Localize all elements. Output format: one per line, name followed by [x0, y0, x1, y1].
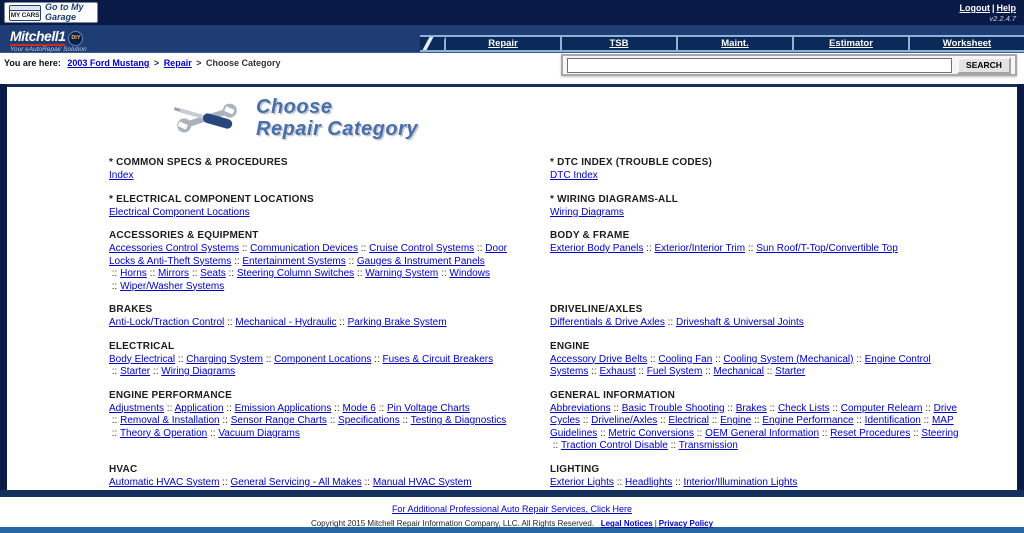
category-title: BRAKES — [109, 304, 153, 315]
category-grid — [7, 143, 1017, 490]
link-computer-relearn[interactable]: Computer Relearn — [840, 402, 923, 414]
link-exterior-interior-trim[interactable]: Exterior/Interior Trim — [654, 243, 746, 254]
link-body-electrical[interactable]: Body Electrical — [109, 353, 176, 365]
link-differentials-drive-axles[interactable]: Differentials & Drive Axles — [550, 317, 665, 328]
link-general-servicing-all-makes[interactable]: General Servicing - All Makes — [230, 476, 362, 488]
link-separator: :: — [922, 402, 934, 414]
link-engine[interactable]: Engine — [720, 415, 752, 426]
link-separator: :: — [331, 402, 343, 414]
link-sensor-range-charts[interactable]: Sensor Range Charts — [230, 415, 327, 426]
link-separator: :: — [354, 268, 366, 279]
link-vacuum-diagrams[interactable]: Vacuum Diagrams — [218, 427, 300, 439]
category-title: ENGINE — [550, 340, 590, 352]
link-specifications[interactable]: Specifications — [338, 415, 400, 426]
link-separator: :: — [712, 353, 724, 365]
link-separator: :: — [613, 476, 626, 488]
link-separator: :: — [109, 268, 121, 279]
link-wiring-diagrams[interactable]: Wiring Diagrams — [161, 366, 236, 377]
mitchell1-logo[interactable] — [0, 25, 87, 53]
link-brakes[interactable]: Brakes — [735, 402, 767, 414]
link-identification[interactable]: Identification — [864, 415, 921, 426]
link-separator: :: — [635, 366, 647, 377]
tab-estimator[interactable]: Estimator — [792, 37, 908, 50]
link-windows[interactable]: Windows — [449, 268, 490, 279]
link-map-guidelines[interactable]: MAP Guidelines — [550, 415, 954, 439]
link-basic-trouble-shooting[interactable]: Basic Trouble Shooting — [621, 402, 725, 414]
link-entertainment-systems[interactable]: Entertainment Systems — [242, 255, 346, 267]
link-abbreviations[interactable]: Abbreviations — [550, 402, 611, 414]
link-separator: :: — [664, 317, 676, 328]
link-oem-general-information[interactable]: OEM General Information — [705, 427, 820, 439]
link-door-locks-anti-theft-systems[interactable]: Door Locks & Anti-Theft Systems — [109, 243, 507, 267]
link-separator: :: — [853, 415, 865, 426]
link-separator: :: — [819, 427, 831, 439]
link-separator: :: — [724, 402, 736, 414]
link-separator: :: — [336, 317, 348, 328]
link-separator: :: — [580, 415, 592, 426]
link-driveline-axles[interactable]: Driveline/Axles — [591, 415, 658, 426]
link-separator: :: — [708, 415, 721, 426]
category-title: * WIRING DIAGRAMS-ALL — [550, 193, 679, 205]
link-communication-devices[interactable]: Communication Devices — [250, 243, 358, 254]
tab-bar — [420, 35, 1024, 52]
link-mechanical[interactable]: Mechanical — [713, 366, 765, 377]
link-separator: :: — [219, 415, 231, 426]
category-driveline-axles — [550, 304, 961, 330]
category-body-frame — [550, 230, 961, 293]
link-separator: :: — [550, 440, 561, 451]
link-accessories-control-systems[interactable]: Accessories Control Systems — [109, 243, 240, 254]
link-separator: :: — [766, 402, 778, 414]
category-links — [550, 243, 961, 256]
link-separator: :: — [853, 353, 865, 365]
category-general-information — [550, 390, 961, 453]
category-lighting — [550, 464, 961, 490]
tab-maint[interactable]: Maint. — [676, 37, 792, 50]
link-transmission[interactable]: Transmission — [678, 440, 738, 451]
breadcrumb-current: Choose Category — [206, 58, 281, 68]
link-mirrors[interactable]: Mirrors — [157, 268, 190, 279]
link-index[interactable]: Index — [109, 170, 134, 181]
tab-worksheet[interactable]: Worksheet — [908, 37, 1024, 50]
category-links — [550, 317, 961, 330]
category-title: * ELECTRICAL COMPONENT LOCATIONS — [109, 193, 314, 205]
category-links — [550, 403, 961, 453]
category-engine — [550, 341, 961, 379]
category-title: DRIVELINE/AXLES — [550, 304, 643, 315]
breadcrumb-row — [0, 53, 1024, 84]
breadcrumb-repair-link[interactable]: Repair — [163, 58, 192, 68]
page-header — [7, 87, 1017, 143]
link-mechanical-hydraulic[interactable]: Mechanical - Hydraulic — [235, 317, 337, 328]
link-dtc-index[interactable]: DTC Index — [550, 170, 598, 181]
category-links — [550, 477, 961, 490]
link-parking-brake-system[interactable]: Parking Brake System — [347, 317, 447, 328]
breadcrumb-prefix: You are here: — [4, 58, 61, 68]
link-separator: :: — [647, 353, 659, 365]
category-links — [109, 317, 520, 330]
link-driveshaft-universal-joints[interactable]: Driveshaft & Universal Joints — [675, 317, 804, 328]
category-electrical-component-locations — [109, 194, 520, 220]
link-fuses-circuit-breakers[interactable]: Fuses & Circuit Breakers — [382, 353, 494, 365]
link-separator: :: — [745, 243, 757, 254]
link-separator: :: — [175, 353, 187, 365]
link-warning-system[interactable]: Warning System — [365, 268, 439, 279]
link-separator: :: — [109, 427, 120, 439]
link-separator: :: — [345, 255, 357, 267]
category-brakes — [109, 304, 520, 330]
category-links — [109, 207, 520, 220]
link-exterior-lights[interactable]: Exterior Lights — [550, 476, 614, 488]
link-headlights[interactable]: Headlights — [625, 476, 673, 488]
link-theory-operation[interactable]: Theory & Operation — [119, 427, 208, 439]
page-title-line1: Choose — [256, 95, 333, 118]
category-title: ACCESSORIES & EQUIPMENT — [109, 230, 259, 241]
version-label: v2.2.4.7 — [989, 14, 1016, 23]
link-separator: :: — [109, 415, 121, 426]
link-separator: :: — [231, 255, 243, 267]
link-wiper-washer-systems[interactable]: Wiper/Washer Systems — [120, 280, 225, 292]
page-title — [256, 96, 418, 140]
mitchell1-logo-text: Mitchell1 — [10, 28, 66, 44]
link-separator: :: — [358, 243, 370, 254]
link-mode-6[interactable]: Mode 6 — [342, 402, 376, 414]
link-exhaust[interactable]: Exhaust — [599, 366, 636, 377]
help-link[interactable]: Help — [996, 3, 1016, 13]
link-automatic-hvac-system[interactable]: Automatic HVAC System — [109, 476, 220, 488]
link-starter[interactable]: Starter — [775, 366, 806, 377]
link-separator: :: — [438, 268, 450, 279]
link-removal-installation[interactable]: Removal & Installation — [120, 415, 220, 426]
crossed-tools-icon — [170, 94, 244, 142]
link-separator: :: — [702, 366, 714, 377]
diagonal-divider — [423, 37, 446, 50]
license-plate-icon — [9, 5, 41, 21]
footer-links-separator: | — [654, 519, 657, 528]
link-separator: :: — [474, 243, 486, 254]
link-separator: :: — [207, 427, 219, 439]
top-bar — [0, 0, 1024, 25]
link-separator: :: — [239, 243, 251, 254]
search-input[interactable] — [567, 58, 952, 73]
link-separator: :: — [326, 415, 339, 426]
category-links — [109, 477, 520, 490]
link-separator: :: — [375, 402, 387, 414]
link-check-lists[interactable]: Check Lists — [777, 402, 830, 414]
category-links — [109, 354, 520, 379]
link-separator: :: — [219, 476, 231, 488]
link-component-locations[interactable]: Component Locations — [274, 353, 372, 365]
category-common-specs-procedures — [109, 157, 520, 183]
link-interior-illumination-lights[interactable]: Interior/Illumination Lights — [683, 476, 798, 488]
link-drive-cycles[interactable]: Drive Cycles — [550, 402, 957, 426]
link-separator: :: — [164, 402, 175, 414]
link-accessory-drive-belts[interactable]: Accessory Drive Belts — [550, 353, 648, 365]
link-pin-voltage-charts[interactable]: Pin Voltage Charts — [386, 402, 470, 414]
link-engine-performance[interactable]: Engine Performance — [762, 415, 854, 426]
footer — [0, 497, 1024, 527]
link-starter[interactable]: Starter — [120, 366, 151, 377]
link-separator: :: — [150, 366, 162, 377]
link-seats[interactable]: Seats — [200, 268, 226, 279]
breadcrumb-vehicle-link[interactable]: 2003 Ford Mustang — [67, 58, 150, 68]
link-cruise-control-systems[interactable]: Cruise Control Systems — [369, 243, 475, 254]
category-accessories-equipment — [109, 230, 520, 293]
category-title: GENERAL INFORMATION — [550, 389, 676, 401]
link-separator: :: — [262, 353, 275, 365]
link-separator: :: — [109, 280, 121, 292]
category-title: BODY & FRAME — [550, 230, 630, 241]
link-separator: :: — [588, 366, 600, 377]
links-separator: | — [991, 3, 995, 13]
link-horns[interactable]: Horns — [120, 268, 147, 279]
category-links — [550, 170, 961, 183]
go-to-my-garage-button[interactable] — [4, 2, 98, 23]
link-cooling-fan[interactable]: Cooling Fan — [658, 353, 713, 365]
breadcrumb-separator: > — [196, 58, 202, 68]
link-separator: :: — [610, 402, 622, 414]
link-steering[interactable]: Steering — [921, 427, 959, 439]
privacy-policy-link[interactable]: Privacy Policy — [658, 519, 714, 528]
link-separator: :: — [920, 415, 932, 426]
link-electrical-component-locations[interactable]: Electrical Component Locations — [109, 206, 250, 218]
link-separator: :: — [597, 427, 609, 439]
link-fuel-system[interactable]: Fuel System — [646, 366, 703, 377]
diy-badge-icon: DIY — [68, 31, 83, 46]
link-separator: :: — [910, 427, 922, 439]
category-title: * COMMON SPECS & PROCEDURES — [109, 157, 288, 168]
brand-bar — [0, 25, 1024, 53]
link-charging-system[interactable]: Charging System — [186, 353, 263, 365]
link-separator: :: — [667, 440, 679, 451]
category-hvac — [109, 464, 520, 490]
category-title: ENGINE PERFORMANCE — [109, 389, 233, 401]
category-title: * DTC INDEX (TROUBLE CODES) — [550, 157, 713, 168]
content-area — [7, 84, 1017, 490]
legal-notices-link[interactable]: Legal Notices — [600, 519, 653, 528]
link-separator: :: — [361, 476, 373, 488]
category-title: ELECTRICAL — [109, 340, 175, 352]
link-wiring-diagrams[interactable]: Wiring Diagrams — [550, 206, 624, 218]
category-electrical — [109, 341, 520, 379]
breadcrumb-separator: > — [153, 58, 160, 68]
link-exterior-body-panels[interactable]: Exterior Body Panels — [550, 243, 644, 254]
top-right-links — [959, 2, 1016, 25]
link-separator: :: — [146, 268, 158, 279]
brand-tagline: Your eAutoRepair Solution — [10, 46, 87, 53]
link-emission-applications[interactable]: Emission Applications — [234, 402, 332, 414]
link-separator: :: — [371, 353, 383, 365]
link-engine-control-systems[interactable]: Engine Control Systems — [550, 353, 931, 377]
link-separator: :: — [764, 366, 776, 377]
license-plate-text: MY CARS — [10, 11, 40, 19]
link-gauges-instrument-panels[interactable]: Gauges & Instrument Panels — [356, 255, 485, 267]
category-links — [550, 207, 961, 220]
additional-services-link[interactable]: For Additional Professional Auto Repair Services, Click Here — [391, 504, 633, 514]
link-metric-conversions[interactable]: Metric Conversions — [608, 427, 694, 439]
link-manual-hvac-system[interactable]: Manual HVAC System — [372, 476, 472, 488]
link-separator: :: — [693, 427, 706, 439]
category-wiring-diagrams-all — [550, 194, 961, 220]
link-separator: :: — [109, 366, 121, 377]
footer-navy-bar — [0, 490, 1024, 497]
go-to-my-garage-label: Go to My Garage — [45, 2, 84, 22]
link-sun-roof-t-top-convertible-top[interactable]: Sun Roof/T-Top/Convertible Top — [756, 243, 898, 254]
category-title: LIGHTING — [550, 463, 600, 475]
link-application[interactable]: Application — [174, 402, 224, 414]
link-cooling-system-mechanical[interactable]: Cooling System (Mechanical) — [723, 353, 854, 365]
copyright-text: Copyright 2015 Mitchell Repair Information Company, LLC. All Rights Reserved. — [310, 519, 595, 528]
logout-link[interactable]: Logout — [959, 3, 990, 13]
link-steering-column-switches[interactable]: Steering Column Switches — [236, 268, 355, 279]
tab-tsb[interactable]: TSB — [560, 37, 676, 50]
link-separator: :: — [225, 268, 237, 279]
category-engine-performance — [109, 390, 520, 453]
search-button[interactable]: SEARCH — [957, 57, 1011, 74]
link-separator: :: — [672, 476, 684, 488]
link-separator: :: — [643, 243, 655, 254]
link-traction-control-disable[interactable]: Traction Control Disable — [560, 440, 668, 451]
link-reset-procedures[interactable]: Reset Procedures — [830, 427, 911, 439]
category-links — [109, 403, 520, 441]
link-separator: :: — [657, 415, 669, 426]
link-separator: :: — [399, 415, 411, 426]
link-separator: :: — [189, 268, 201, 279]
search-box — [561, 54, 1017, 76]
category-links — [109, 243, 520, 293]
tab-repair[interactable]: Repair — [444, 37, 560, 50]
page-title-line2: Repair Category — [256, 117, 418, 140]
link-testing-diagnostics[interactable]: Testing & Diagnostics — [410, 415, 507, 426]
category-title: HVAC — [109, 463, 138, 475]
link-separator: :: — [751, 415, 763, 426]
category-dtc-index-trouble-codes — [550, 157, 961, 183]
link-electrical[interactable]: Electrical — [668, 415, 709, 426]
link-separator: :: — [829, 402, 841, 414]
link-separator: :: — [223, 402, 235, 414]
category-links — [109, 170, 520, 183]
link-separator: :: — [224, 317, 236, 328]
link-adjustments[interactable]: Adjustments — [109, 402, 165, 414]
link-anti-lock-traction-control[interactable]: Anti-Lock/Traction Control — [109, 317, 225, 328]
category-links — [550, 354, 961, 379]
